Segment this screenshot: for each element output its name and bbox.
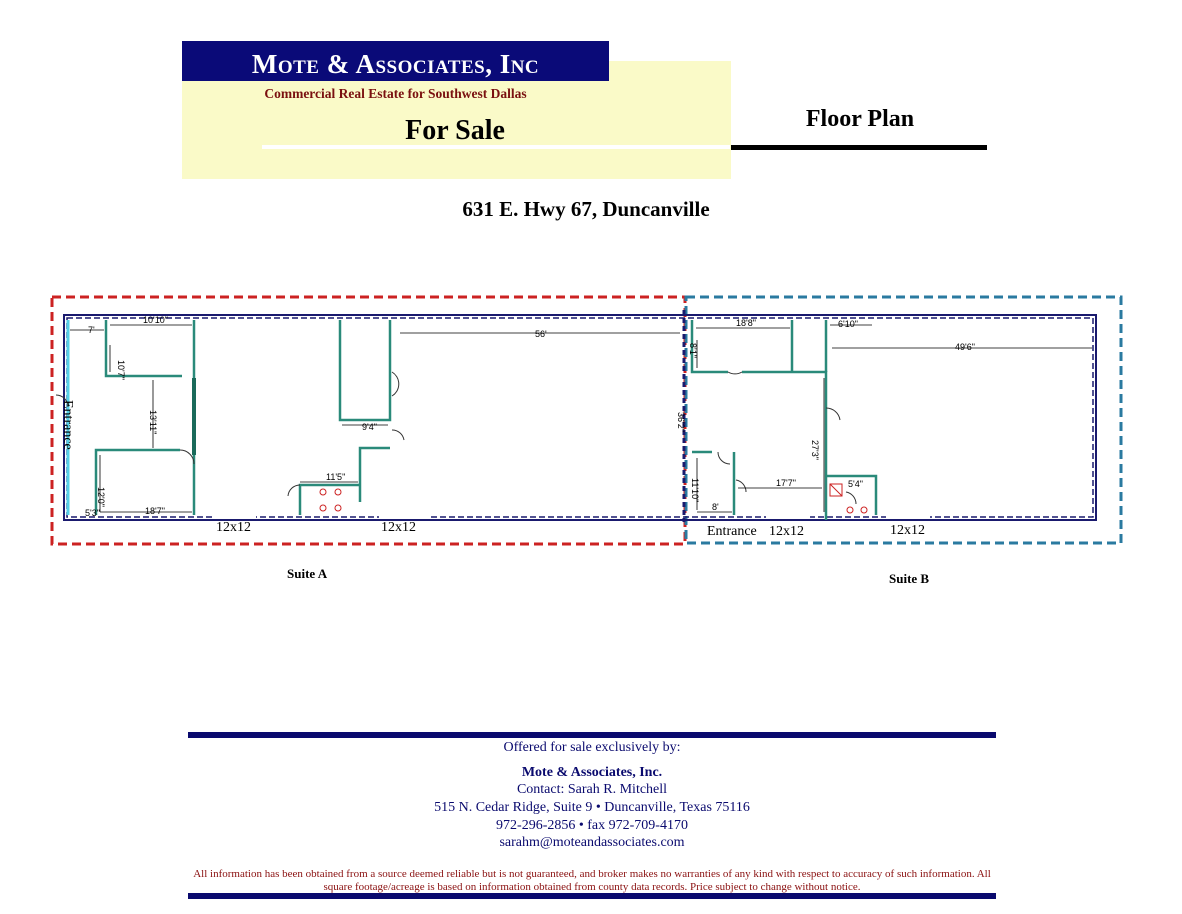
contact-name: Contact: Sarah R. Mitchell: [516, 782, 668, 797]
svg-text:27'3": 27'3": [810, 440, 820, 460]
svg-text:10'10": 10'10": [143, 315, 168, 325]
svg-text:56': 56': [535, 329, 547, 339]
svg-text:5'3": 5'3": [85, 508, 100, 518]
suite-a-label: Suite A: [287, 566, 328, 581]
company-tagline: Commercial Real Estate for Southwest Dallas: [264, 86, 527, 101]
svg-text:6'10": 6'10": [838, 319, 858, 329]
firm-name: Mote & Associates, Inc.: [521, 765, 663, 780]
restroom-fixtures-a: [320, 489, 341, 511]
suite-b-label: Suite B: [889, 571, 930, 586]
suite-a-overhead-doors: [216, 520, 416, 535]
suite-b-dimension-lines: [696, 325, 1092, 512]
svg-text:12x12: 12x12: [769, 524, 804, 539]
suite-a-doors: [56, 372, 404, 496]
offered-by-text: Offered for sale exclusively by:: [503, 740, 681, 755]
svg-text:18'7": 18'7": [145, 506, 165, 516]
listing-status: For Sale: [405, 115, 505, 146]
entrance-label-a: Entrance: [60, 400, 75, 450]
svg-text:11'5": 11'5": [326, 472, 346, 482]
exterior-walls: [64, 310, 1096, 522]
suite-b-outline: [686, 297, 1121, 543]
phone-numbers: 972-296-2856 • fax 972-709-4170: [496, 818, 688, 833]
office-address: 515 N. Cedar Ridge, Suite 9 • Duncanville, Texas 75116: [434, 800, 750, 815]
svg-text:13'11": 13'11": [148, 410, 158, 435]
svg-text:12x12: 12x12: [890, 523, 925, 538]
footer-top-rule: [188, 732, 996, 738]
suite-a-dimension-labels: [85, 315, 547, 518]
svg-text:Entrance: Entrance: [707, 524, 757, 539]
footer-bottom-rule: [188, 893, 996, 899]
svg-text:7': 7': [88, 325, 95, 335]
svg-text:9'4": 9'4": [362, 422, 377, 432]
company-name-banner: Mote & Associates, Inc: [182, 41, 609, 81]
svg-text:17'7": 17'7": [776, 478, 796, 488]
svg-text:49'6": 49'6": [955, 342, 975, 352]
suite-a-dimension-lines: [70, 325, 680, 512]
svg-text:18'8": 18'8": [736, 318, 756, 328]
suite-a-partitions: [68, 320, 390, 515]
svg-text:10'7": 10'7": [116, 360, 126, 380]
svg-text:12x12: 12x12: [216, 520, 251, 535]
legal-disclaimer: All information has been obtained from a source deemed reliable but is not guaranteed, and broker makes no warranties of any kind with respect to accuracy of such information. All square footage/acreage is based on information obtained from county data records. Price subject to change without notice.: [193, 868, 991, 893]
page-title: Floor Plan: [805, 106, 915, 132]
svg-text:8'1": 8'1": [688, 343, 698, 358]
suite-b-labels: [707, 523, 925, 539]
svg-text:12'0": 12'0": [96, 487, 106, 507]
svg-text:5'4": 5'4": [848, 479, 863, 489]
svg-text:11'10": 11'10": [690, 478, 700, 503]
svg-text:36'2": 36'2": [676, 412, 686, 432]
suite-b-partitions: [692, 320, 876, 520]
property-address: 631 E. Hwy 67, Duncanville: [462, 197, 710, 221]
svg-text:12x12: 12x12: [381, 520, 416, 535]
svg-text:8': 8': [712, 502, 719, 512]
email-address[interactable]: sarahm@moteandassociates.com: [499, 835, 685, 850]
